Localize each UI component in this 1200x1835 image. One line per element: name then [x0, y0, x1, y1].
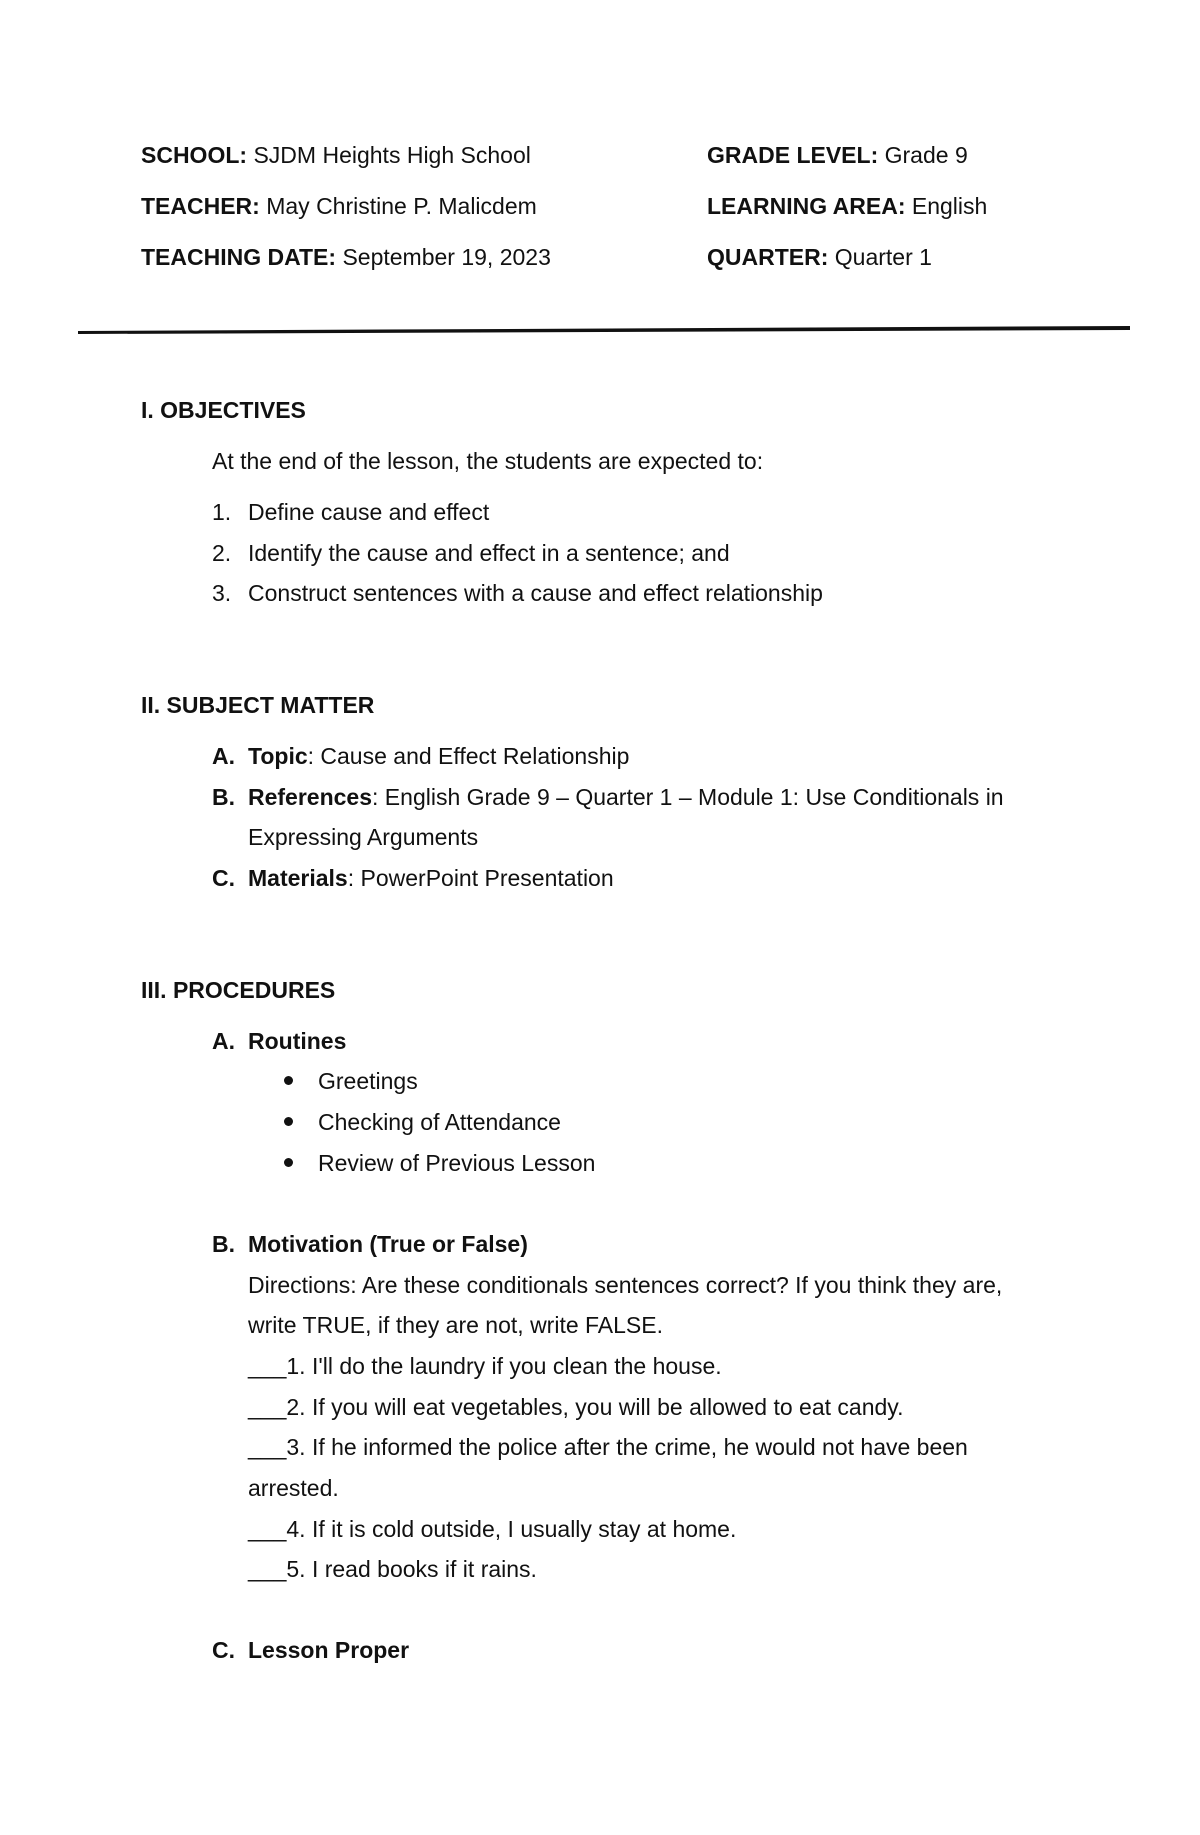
subject-letter: B. — [212, 784, 235, 810]
motivation-heading — [212, 1231, 528, 1258]
lesson-proper-letter: C. — [212, 1637, 235, 1663]
objectives-heading: I. OBJECTIVES — [141, 397, 306, 423]
teacher-label: TEACHER: — [141, 193, 260, 219]
motivation-directions: Directions: Are these conditionals sentences correct? If you think they are, — [248, 1272, 1003, 1298]
subject-text: : Cause and Effect Relationship — [307, 743, 630, 769]
motivation-item: ___1. I'll do the laundry if you clean the house. — [248, 1353, 722, 1379]
routine-item: Review of Previous Lesson — [318, 1150, 596, 1176]
objective-item — [212, 540, 730, 567]
date-field — [141, 244, 551, 271]
objective-text: Define cause and effect — [248, 499, 490, 525]
routines-title: Routines — [248, 1028, 347, 1054]
school-value: SJDM Heights High School — [253, 142, 531, 168]
objective-number: 1. — [212, 499, 232, 525]
objective-text: Identify the cause and effect in a sentence; and — [248, 540, 730, 566]
subject-label: Topic — [248, 743, 308, 769]
date-value: September 19, 2023 — [342, 244, 551, 270]
motivation-item-continued: arrested. — [248, 1475, 339, 1501]
subject-text-continued: Expressing Arguments — [248, 824, 479, 850]
subject-item-materials — [212, 865, 614, 892]
teacher-value: May Christine P. Malicdem — [266, 193, 537, 219]
area-label: LEARNING AREA: — [707, 193, 906, 219]
subject-text: : PowerPoint Presentation — [347, 865, 614, 891]
bullet-icon — [284, 1076, 293, 1085]
motivation-directions-continued: write TRUE, if they are not, write FALSE. — [248, 1312, 663, 1338]
bullet-icon — [284, 1117, 293, 1126]
subject-item-topic — [212, 743, 629, 770]
quarter-field — [707, 244, 932, 271]
header-divider — [78, 326, 1130, 334]
school-label: SCHOOL: — [141, 142, 248, 168]
subject-letter: A. — [212, 743, 235, 769]
motivation-item: ___5. I read books if it rains. — [248, 1556, 537, 1582]
routine-item: Checking of Attendance — [318, 1109, 561, 1135]
subject-letter: C. — [212, 865, 235, 891]
routines-heading — [212, 1028, 346, 1055]
objective-number: 3. — [212, 580, 232, 606]
motivation-letter: B. — [212, 1231, 235, 1257]
motivation-item: ___3. If he informed the police after the crime, he would not have been — [248, 1434, 968, 1460]
lesson-proper-title: Lesson Proper — [248, 1637, 410, 1663]
objective-number: 2. — [212, 540, 232, 566]
date-label: TEACHING DATE: — [141, 244, 337, 270]
subject-label: Materials — [248, 865, 348, 891]
objectives-intro: At the end of the lesson, the students are expected to: — [212, 448, 764, 474]
grade-label: GRADE LEVEL: — [707, 142, 879, 168]
objective-text: Construct sentences with a cause and effect relationship — [248, 580, 823, 606]
school-field — [141, 142, 531, 169]
subject-label: References — [248, 784, 373, 810]
motivation-item: ___4. If it is cold outside, I usually stay at home. — [248, 1516, 737, 1542]
quarter-value: Quarter 1 — [834, 244, 932, 270]
teacher-field — [141, 193, 537, 220]
subject-text: : English Grade 9 – Quarter 1 – Module 1: Use Conditionals in — [372, 784, 1004, 810]
subject-matter-heading: II. SUBJECT MATTER — [141, 692, 375, 718]
motivation-title: Motivation (True or False) — [248, 1231, 528, 1257]
grade-value: Grade 9 — [884, 142, 968, 168]
routine-item: Greetings — [318, 1068, 418, 1094]
routines-letter: A. — [212, 1028, 235, 1054]
subject-item-references — [212, 784, 1004, 811]
objective-item — [212, 580, 823, 607]
lesson-proper-heading — [212, 1637, 409, 1664]
bullet-icon — [284, 1158, 293, 1167]
motivation-item: ___2. If you will eat vegetables, you will be allowed to eat candy. — [248, 1394, 904, 1420]
objective-item — [212, 499, 489, 526]
quarter-label: QUARTER: — [707, 244, 829, 270]
procedures-heading: III. PROCEDURES — [141, 977, 336, 1003]
area-field — [707, 193, 987, 220]
area-value: English — [911, 193, 988, 219]
grade-field — [707, 142, 968, 169]
